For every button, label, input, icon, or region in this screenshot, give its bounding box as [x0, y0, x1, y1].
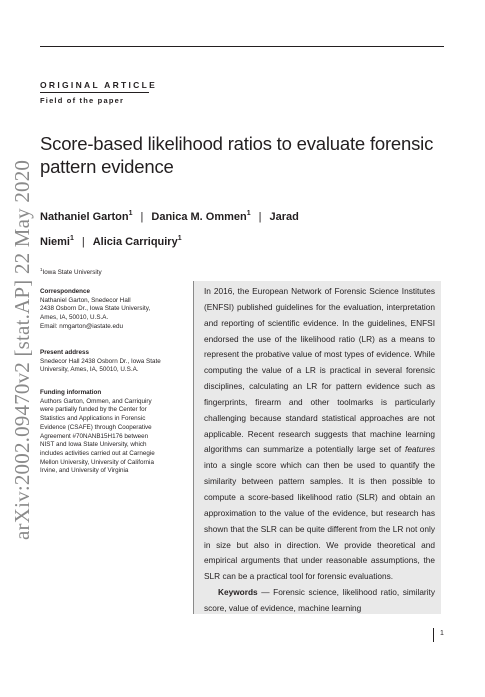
author-name: Alicia Carriquiry: [92, 236, 178, 248]
funding-heading: Funding information: [40, 389, 102, 396]
paper-title: Score-based likelihood ratios to evaluate forensic pattern evidence: [40, 133, 434, 177]
abstract: [204, 284, 435, 617]
author-affil-mark: 1: [69, 235, 74, 242]
funding-line: includes activities carried out at Carnegie: [40, 449, 155, 457]
correspondence-line: 2438 Osborn Dr., Iowa State University,: [40, 305, 151, 313]
top-rule: [40, 46, 444, 47]
arxiv-stamp: arXiv:2002.09470v2 [stat.AP] 22 May 2020: [10, 159, 34, 540]
funding-line: Mellon University, University of California: [40, 458, 154, 466]
funding-line: NIST and Iowa State University, which: [40, 441, 147, 449]
abstract-body: [204, 284, 435, 585]
author-name: Nathaniel Garton: [40, 211, 129, 223]
abstract-italic-term: features: [405, 444, 435, 455]
abstract-left-bar: [193, 281, 194, 614]
author-name: Jarad Niemi: [40, 211, 299, 248]
correspondence-heading: Correspondence: [40, 288, 91, 295]
author-name: Danica M. Ommen: [151, 211, 247, 223]
affiliation: [40, 267, 102, 276]
funding-block: [40, 389, 180, 476]
author-affil-mark: 1: [246, 210, 251, 217]
author-affil-mark: 1: [177, 235, 182, 242]
keywords-text: Forensic science, likelihood ratio, similarity score, value of evidence, machine learning: [204, 587, 435, 613]
correspondence-email: Email: nmgarton@iastate.edu: [40, 322, 124, 330]
keywords-dash: —: [257, 587, 274, 598]
affiliation-mark: 1: [40, 267, 43, 272]
present-address-heading: Present address: [40, 349, 90, 356]
author-list: [40, 203, 350, 253]
correspondence-line: Nathaniel Garton, Snedecor Hall: [40, 296, 131, 304]
article-type: ORIGINAL ARTICLE: [40, 80, 158, 90]
abstract-text-part: into a single score which can then be used to quantify the similarity between pattern samples. It is then possible to compute a score-based likelihood ratio (SLR) and obtain an approximation to the value of the evidence, but research has shown that the SLR can be quite different from the LR not only in size but also in direction. We provide theoretical and empirical arguments that under reasonable assumptions, the SLR can be a practical tool for forensic evaluations.: [204, 460, 435, 582]
funding-line: Evidence (CSAFE) through Cooperative: [40, 423, 152, 431]
correspondence-block: [40, 288, 180, 332]
present-address-line: University, Ames, IA, 50010, U.S.A.: [40, 366, 139, 374]
affiliation-text: Iowa State University: [42, 269, 102, 277]
funding-line: Authors Garton, Ommen, and Carriquiry: [40, 397, 152, 405]
paper-field: Field of the paper: [40, 96, 125, 105]
abstract-text-part: In 2016, the European Network of Forensic Science Institutes (ENFSI) published guidelines for the evaluation, interpretation and reporting of scientific evidence. In the guidelines, ENFSI endorsed the use of the likelihood ratio (LR) as a means to represent the probative value of most types of evidence. While computing the value of a LR is practical in several forensic disciplines, calculating an LR for pattern evidence such as fingerprints, firearm and other toolmarks is particularly challenging because standard statistical approaches are not applicable. Recent research suggests that machine learning algorithms can summarize a potentially large set of: [204, 286, 435, 455]
footer-rule: [433, 628, 434, 642]
page-number: 1: [440, 630, 444, 637]
author-separator: |: [81, 236, 85, 248]
keywords-label: Keywords: [218, 587, 258, 598]
funding-line: were partially funded by the Center for: [40, 406, 147, 414]
keywords: [204, 585, 435, 617]
author-separator: |: [258, 211, 262, 223]
author-separator: |: [140, 211, 144, 223]
present-address-block: [40, 349, 180, 375]
correspondence-line: Ames, IA, 50010, U.S.A.: [40, 314, 109, 322]
author-affil-mark: 1: [128, 210, 133, 217]
funding-line: Irvine, and University of Virginia: [40, 467, 129, 475]
article-type-rule: [40, 92, 149, 93]
present-address-line: Snedecor Hall 2438 Osborn Dr., Iowa State: [40, 357, 161, 365]
funding-line: Agreement #70NANB15H176 between: [40, 432, 149, 440]
funding-line: Statistics and Applications in Forensic: [40, 415, 146, 423]
